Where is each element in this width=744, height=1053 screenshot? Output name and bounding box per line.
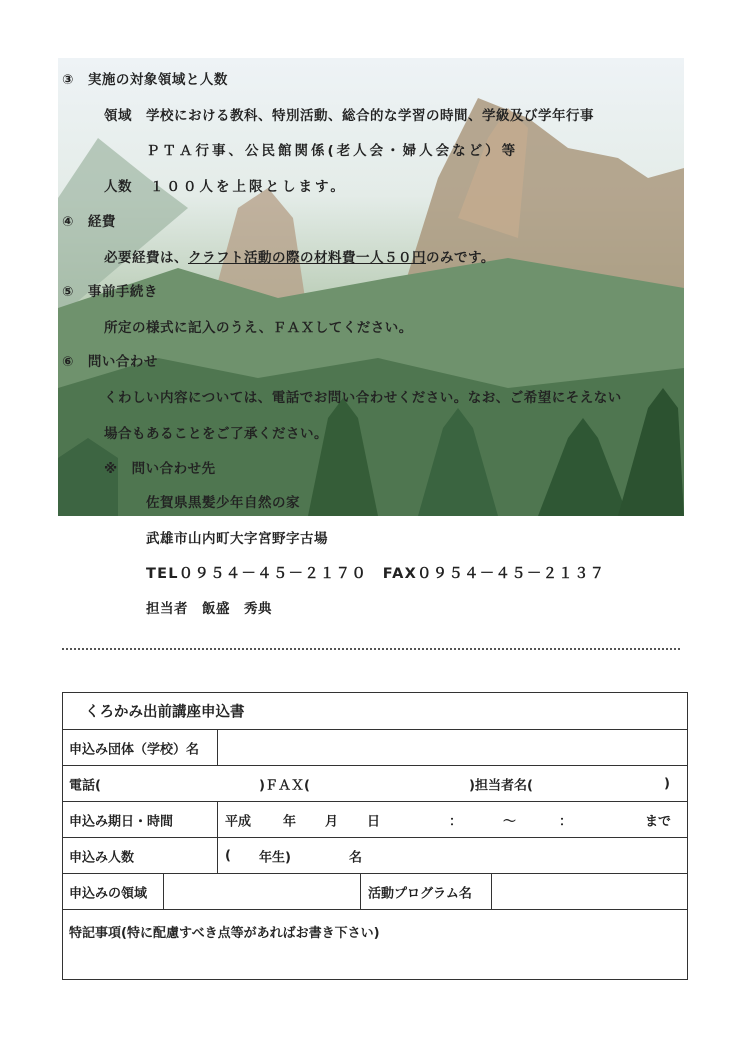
cut-line [62, 648, 680, 650]
date-label: 申込み期日・時間 [69, 814, 174, 829]
month-text: 月 [325, 814, 339, 829]
fax-label: )ＦＡＸ( [259, 778, 310, 793]
notes-row [63, 910, 687, 980]
program-label: 活動プログラム名 [368, 886, 472, 901]
form-title-row [63, 693, 687, 730]
group-name-field[interactable] [218, 730, 687, 765]
group-label: 申込み団体（学校）名 [69, 742, 200, 757]
section-4-heading: ④ 経費 [62, 214, 116, 230]
grade-open-paren: ( [225, 848, 231, 863]
cost-text-underlined: クラフト活動の際の材料費一人５０円 [188, 250, 426, 266]
section-6-heading: ⑥ 問い合わせ [62, 354, 158, 370]
section-5-heading: ⑤ 事前手続き [62, 284, 158, 300]
day-text: 日 [367, 814, 381, 829]
date-row [63, 802, 687, 838]
people-count-field[interactable] [218, 838, 687, 873]
phone-field[interactable] [107, 766, 257, 801]
people-unit: 名 [349, 850, 363, 865]
cost-text-pre: 必要経費は、 [104, 250, 188, 266]
grade-label: 年生) [259, 850, 291, 865]
phone-label: 電話( [69, 778, 101, 793]
notes-field[interactable] [63, 940, 687, 980]
contact-org: 佐賀県黒髪少年自然の家 [146, 495, 300, 511]
people-label: 申込み人数 [69, 850, 135, 865]
procedure-text: 所定の様式に記入のうえ、ＦＡＸしてください。 [104, 320, 413, 336]
until-text: まで [645, 814, 672, 829]
fax-field[interactable] [315, 766, 465, 801]
area-text-2: ＰＴＡ行事、公民館関係(老人会・婦人会など）等 [146, 143, 519, 159]
inquiry-text-2: 場合もあることをご了承ください。 [104, 426, 328, 442]
year-text: 年 [283, 814, 297, 829]
contact-address: 武雄市山内町大字宮野字古場 [146, 531, 328, 547]
contact-phone-fax: TEL０９５４－４５－２１７０ FAX０９５４－４５－２１３７ [146, 566, 606, 582]
phone-row [63, 766, 687, 802]
time-colon-1: ： [449, 814, 463, 829]
close-paren: ) [664, 776, 670, 791]
count-text: １００人を上限とします。 [150, 179, 347, 195]
contact-person: 担当者 飯盛 秀典 [146, 601, 272, 617]
inquiry-text-1: くわしい内容については、電話でお問い合わせください。なお、ご希望にそえない [104, 390, 622, 406]
program-field[interactable] [492, 874, 687, 909]
count-label: 人数 [104, 179, 132, 195]
date-time-field[interactable] [218, 802, 687, 837]
contact-person-field[interactable] [541, 766, 661, 801]
area-label: 領域 [104, 108, 132, 124]
domain-field[interactable] [164, 874, 360, 909]
section-3-heading: ③ 実施の対象領域と人数 [62, 72, 228, 88]
group-row [63, 730, 687, 766]
area-text: 学校における教科、特別活動、総合的な学習の時間、学級及び学年行事 [146, 108, 594, 124]
cost-text-post: のみです。 [426, 250, 495, 266]
domain-label: 申込みの領域 [69, 886, 148, 901]
cost-text [104, 246, 495, 266]
contact-heading: ※ 問い合わせ先 [104, 461, 216, 477]
application-form [62, 692, 688, 980]
contact-person-label: )担当者名( [469, 778, 533, 793]
form-title: くろかみ出前講座申込書 [85, 704, 245, 721]
era-text: 平成 [225, 814, 252, 829]
time-colon-2: ： [559, 814, 573, 829]
notes-label: 特記事項(特に配慮すべき点等があればお書き下さい) [69, 926, 380, 941]
people-row [63, 838, 687, 874]
time-tilde: ～ [503, 814, 517, 829]
domain-row [63, 874, 687, 910]
